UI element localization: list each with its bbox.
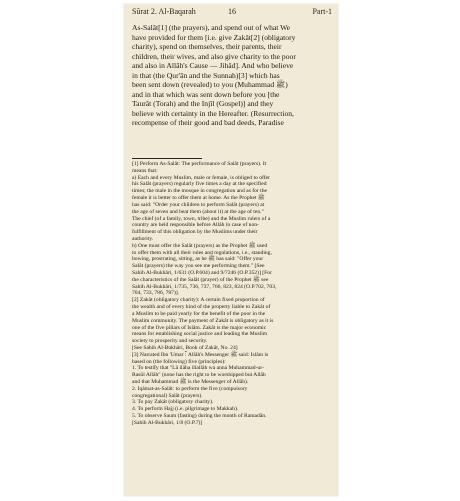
footnote-line: a Muslim to be paid yearly for the benefit of the poor in the [132, 310, 266, 317]
footnote-line: authority. [132, 235, 154, 242]
footnote-line: based on (the following) five (principles): [132, 358, 226, 365]
main-line: As-Salât[1] (the prayers), and spend out of what We [132, 23, 291, 32]
footnote-line: 704, 733, 786, 787)]. [132, 290, 180, 297]
footnote-line: Sahih Al-Bukhâri, 1/631 (O.P.604) and 9/7246 (O.P.352)] [For [132, 270, 272, 276]
main-text [132, 23, 332, 128]
footnote-line: times; the male in the mosque in congregation and as for the [132, 188, 267, 195]
footnote-line: [See Sahih Al-Bukhâri, Book of Zakât, No. 24] [132, 344, 238, 351]
main-line: recompense of their good and bad deeds, Paradise [132, 118, 284, 128]
footnote-line: [1] Perform As-Salât: The performance of Salât (prayers). It [132, 161, 267, 167]
main-line: have provided for them [i.e. give Zakât[2] (obligatory [132, 32, 296, 42]
footnote-line: country are held responsible before Allâh in case of non- [132, 222, 259, 229]
footnote-line: means for establishing social justice and leading the Muslim [132, 331, 268, 338]
footnote-line: and that Muhammad ﷺ is the Messenger of Allâh). [132, 379, 249, 385]
footnote-line: to offer them with all their rules and regulations, i.e., standing, [132, 249, 272, 256]
footnote-line: 2. Iqâmat-as-Salât: to perform the five (compulsory [132, 385, 248, 392]
main-line: charity), spend on themselves, their parents, their [132, 42, 282, 52]
footnote-line: The chief (of a family, town, tribe) and the Muslim rulers of a [132, 215, 271, 222]
footnote-line: society to prosperity and security. [132, 338, 208, 345]
footnote-line: one of the five pillars of Islâm. Zakât is the major economic [132, 324, 267, 331]
footnote-line: a) Each and every Muslim, male or female, is obliged to offer [132, 174, 270, 181]
footnote-line: 1. To testify that "Lâ ilâha illallâh wa anna Muhammad-ur- [132, 365, 264, 372]
footnote-line: bowing, prostrating, sitting, as he ﷺ has said: "Offer your [132, 256, 264, 263]
footnote-line: Muslim community. The payment of Zakât is obligatory as it is [132, 317, 274, 324]
footnote-line: 4. To perform Hajj (i.e. pilgrimage to Makkah). [132, 406, 239, 413]
main-line: believe with certainty in the Hereafter. (Resurrection, [132, 108, 294, 118]
footnote-line: [Sahih Al-Bukhâri, 1/8 (O.P.7)] [132, 419, 203, 426]
footnote-line: fulfillment of this obligation by the Muslims under their [132, 229, 258, 236]
footnote-line: Sahih Al-Bukhâri, 1/735, 736, 737, 766, 823, 824 (O.P.702, 703, [132, 283, 277, 290]
surah-title: Sûrat 2. Al-Baqarah [132, 7, 196, 16]
footnote-line: the age of seven and beat them (about it) at the age of ten." [132, 208, 264, 215]
footnote-line: Rasûl Allâh" (none has the right to be worshipped but Allâh [132, 372, 266, 379]
footnote-line: congregational) Salât (prayers). [132, 392, 203, 399]
main-line: children, their wives, and also give charity to the poor [132, 51, 296, 61]
page-number: 16 [228, 7, 236, 16]
footnote-line: his Salât (prayers) regularly five times a day at the specified [132, 181, 267, 188]
footnote-line: the characteristics of the Salât (prayer) of the Prophet ﷺ see [132, 276, 269, 283]
footnote-divider [132, 158, 202, 159]
footnote-line: the wealth and of every kind of the property liable to Zakât of [132, 304, 271, 311]
footnotes [132, 161, 332, 427]
main-line: and in that which was sent down before you [the [132, 89, 280, 99]
main-line: Taurât (Torah) and the Injîl (Gospel)] and they [132, 99, 274, 109]
footnote-line: [3] Narrated Ibn 'Umar ؓ: Allâh's Messenger ﷺ said: Islâm is [132, 351, 269, 358]
main-line: and also in Allâh's Cause — Jihâd]. And who believe [132, 61, 294, 71]
footnote-line: 3. To pay Zakât (obligatory charity). [132, 399, 214, 406]
book-page [124, 4, 338, 496]
main-line: been sent down (revealed) to you (Muhammad ﷺ) [132, 80, 288, 90]
footnote-line: 5. To observe Saum (fasting) during the month of Ramadân. [132, 413, 267, 420]
main-line: in that (the Qur'ân and the Sunnah)[3] which has [132, 70, 280, 80]
part-label: Part-1 [312, 7, 332, 16]
footnote-line: [2] Zakât (obligatory charity): A certain fixed proportion of [132, 297, 265, 304]
footnote-line: b) One must offer the Salât (prayers) as the Prophet ﷺ used [132, 242, 268, 249]
footnote-line: female it is better to offer them at home. As the Prophet ﷺ [132, 195, 265, 202]
footnote-line: means that: [132, 167, 158, 174]
footnote-line: has said: "Order your children to perform Salât (prayers) at [132, 201, 265, 208]
footnote-line: Salât (prayers) the way you see me performing them." [See [132, 263, 265, 270]
